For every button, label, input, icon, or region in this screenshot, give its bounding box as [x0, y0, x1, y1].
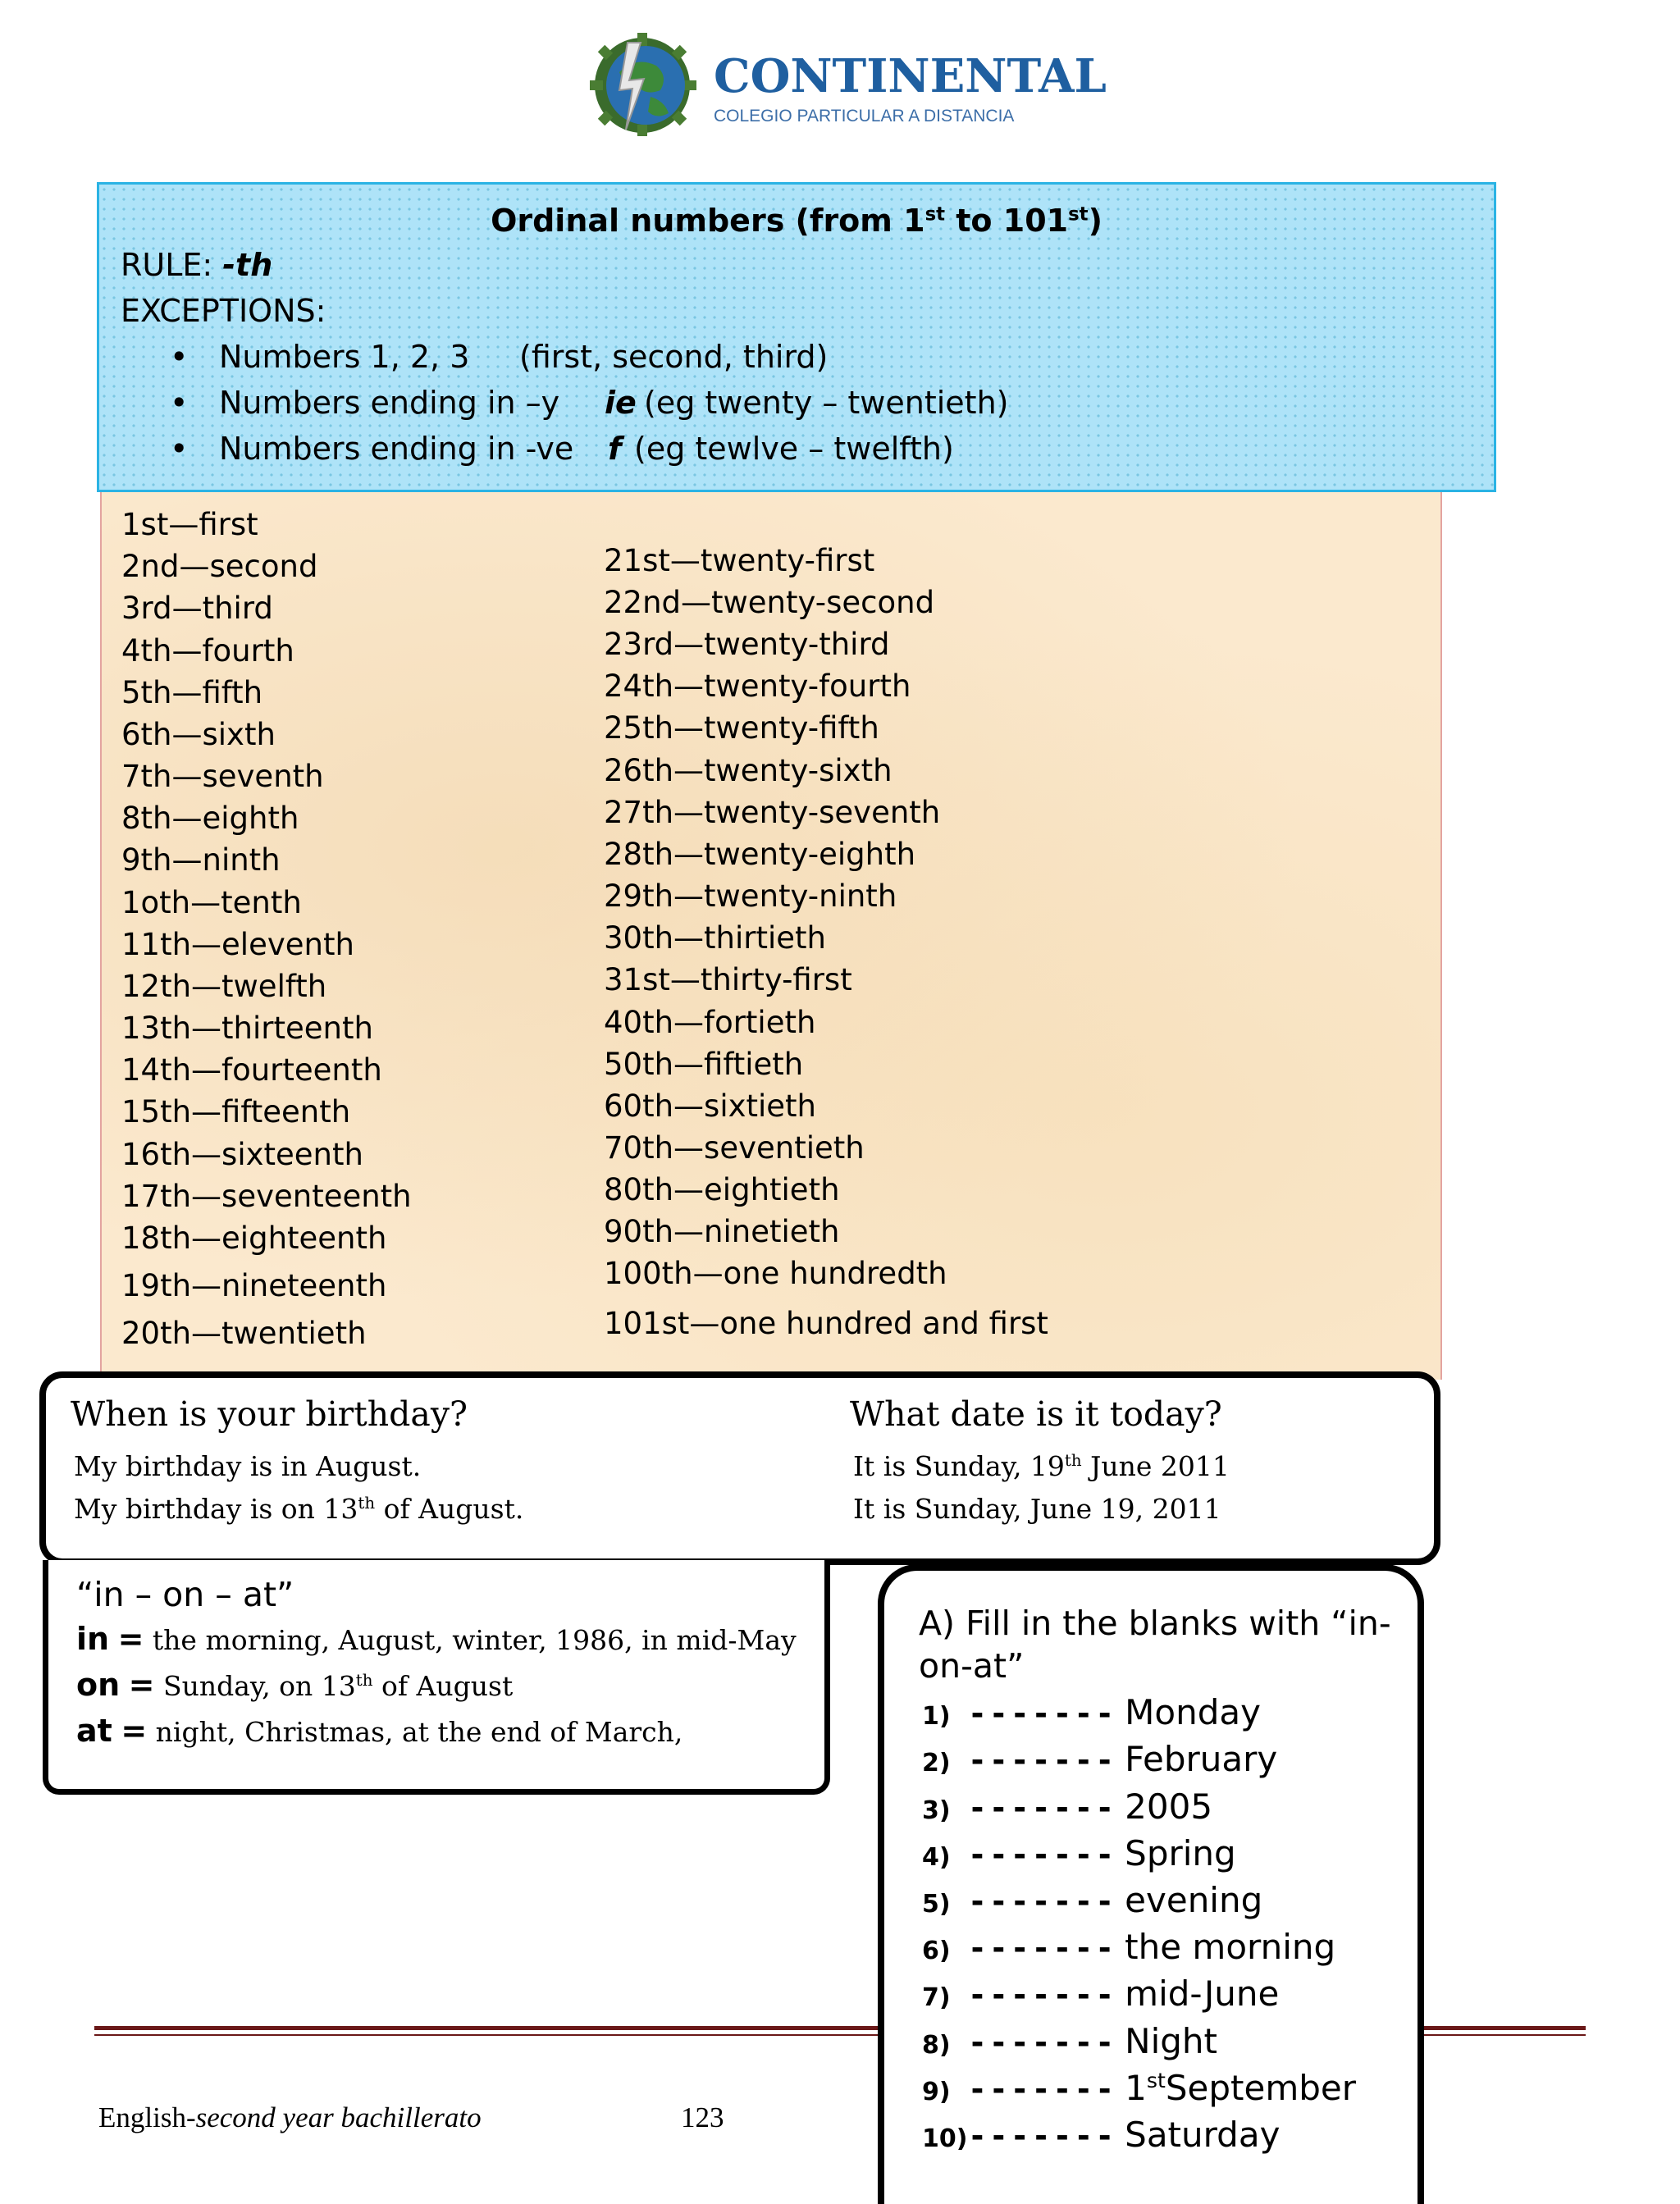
ordinal-left-item: 20th—twentieth — [121, 1316, 367, 1351]
exception-1-left: Numbers 1, 2, 3 — [219, 339, 470, 375]
ordinal-right-item: 25th—twenty-fifth — [604, 710, 879, 746]
exercise-item: 4) ------- Spring — [922, 1833, 1236, 1873]
ordinal-right-item: 31st—thirty-first — [604, 962, 852, 997]
birthday-line-2: My birthday is on 13th of August. — [74, 1493, 524, 1525]
exercise-heading: A) Fill in the blanks with “in-on-at” — [919, 1604, 1391, 1686]
logo-subtitle: COLEGIO PARTICULAR A DISTANCIA — [714, 107, 1015, 125]
exercise-item: 1) ------- Monday — [922, 1692, 1261, 1732]
ordinal-right-item: 70th—seventieth — [604, 1130, 865, 1166]
exercise-item: 10)------- Saturday — [922, 2115, 1281, 2155]
exercise-item: 8) ------- Night — [922, 2021, 1217, 2061]
exception-2-right: (eg twenty – twentieth) — [644, 385, 1009, 421]
ordinal-left-item: 18th—eighteenth — [121, 1221, 387, 1256]
birthday-heading: When is your birthday? — [71, 1394, 468, 1434]
exercise-item: 2) ------- February — [922, 1739, 1278, 1779]
footer-course-title: English-second year bachillerato — [98, 2101, 482, 2133]
ordinal-left-item: 17th—seventeenth — [121, 1179, 412, 1214]
bullet-icon: • — [170, 385, 189, 421]
ordinal-left-item: 7th—seventh — [121, 759, 324, 794]
blank-field[interactable]: ------- — [968, 1695, 1117, 1732]
prepositions-heading: “in – on – at” — [76, 1575, 294, 1614]
exercise-item: 6) ------- the morning — [922, 1927, 1336, 1967]
exercise-item: 5) ------- evening — [922, 1880, 1263, 1920]
ordinal-right-item: 24th—twenty-fourth — [604, 669, 911, 704]
prepositions-box — [43, 1560, 830, 1795]
ordinal-right-item: 80th—eightieth — [604, 1172, 840, 1207]
ordinal-left-item: 13th—thirteenth — [121, 1011, 373, 1046]
page-number: 123 — [681, 2101, 724, 2133]
ordinal-right-item: 50th—fiftieth — [604, 1047, 804, 1082]
exceptions-label: EXCEPTIONS: — [121, 293, 326, 329]
ordinal-right-item: 90th—ninetieth — [604, 1214, 840, 1249]
globe-gear-icon — [578, 31, 710, 138]
preposition-on-line: on = Sunday, on 13th of August — [76, 1667, 514, 1703]
ordinal-left-item: 11th—eleventh — [121, 927, 354, 962]
exercise-item: 7) ------- mid-June — [922, 1974, 1280, 2014]
ordinal-right-item: 23rd—twenty-third — [604, 627, 890, 662]
ordinal-left-item: 12th—twelfth — [121, 969, 327, 1004]
blank-field[interactable]: ------- — [968, 1742, 1117, 1778]
ordinal-right-item: 21st—twenty-first — [604, 543, 875, 578]
blank-field[interactable]: ------- — [968, 1930, 1117, 1966]
ordinal-right-item: 40th—fortieth — [604, 1005, 816, 1040]
birthday-box — [39, 1371, 1440, 1565]
exception-3-left: Numbers ending in -ve — [219, 431, 574, 467]
ordinal-right-item: 30th—thirtieth — [604, 920, 826, 956]
blank-field[interactable]: ------- — [968, 2024, 1117, 2060]
ordinal-left-item: 9th—ninth — [121, 842, 281, 878]
ordinal-right-item: 22nd—twenty-second — [604, 585, 935, 620]
ordinal-left-item: 2nd—second — [121, 549, 318, 584]
exception-3-right: (eg tewlve – twelfth) — [634, 431, 954, 467]
exception-2-key: ie — [605, 385, 637, 421]
ordinal-left-item: 15th—fifteenth — [121, 1094, 351, 1129]
blank-field[interactable]: ------- — [968, 1883, 1117, 1919]
rules-title: Ordinal numbers (from 1st to 101st) — [491, 203, 1102, 239]
exception-1-right: (first, second, third) — [519, 339, 829, 375]
rule-line: RULE: -th — [121, 247, 273, 283]
ordinal-rules-box — [97, 182, 1496, 492]
ordinal-left-item: 6th—sixth — [121, 717, 276, 752]
date-line-2: It is Sunday, June 19, 2011 — [853, 1493, 1221, 1525]
exception-3-key: f — [608, 431, 622, 467]
blank-field[interactable]: ------- — [968, 1837, 1117, 1873]
date-heading: What date is it today? — [850, 1394, 1222, 1434]
ordinal-left-item: 8th—eighth — [121, 801, 299, 836]
blank-field[interactable]: ------- — [968, 1790, 1117, 1826]
ordinal-right-item: 60th—sixtieth — [604, 1088, 816, 1124]
blank-field[interactable]: ------- — [968, 2071, 1117, 2107]
exercise-item: 3) ------- 2005 — [922, 1786, 1213, 1827]
bullet-icon: • — [170, 431, 189, 467]
ordinal-right-item: 100th—one hundredth — [604, 1256, 947, 1291]
ordinal-left-item: 3rd—third — [121, 591, 273, 626]
ordinal-left-item: 1st—first — [121, 507, 258, 542]
ordinal-left-item: 5th—fifth — [121, 675, 263, 710]
logo — [578, 31, 1107, 138]
ordinal-left-item: 14th—fourteenth — [121, 1052, 382, 1088]
preposition-in-line: in = the morning, August, winter, 1986, in mid-May — [76, 1621, 797, 1657]
blank-field[interactable]: ------- — [968, 1977, 1117, 2013]
ordinal-left-item: 19th—nineteenth — [121, 1268, 387, 1303]
logo-brand: CONTINENTAL — [714, 49, 1107, 103]
ordinal-right-item: 28th—twenty-eighth — [604, 837, 916, 872]
preposition-at-line: at = night, Christmas, at the end of March, — [76, 1713, 683, 1749]
birthday-line-1: My birthday is in August. — [74, 1450, 422, 1482]
date-line-1: It is Sunday, 19th June 2011 — [853, 1450, 1230, 1482]
ordinal-left-item: 4th—fourth — [121, 633, 294, 669]
blank-field[interactable]: ------- — [968, 2118, 1117, 2154]
bullet-icon: • — [170, 339, 189, 375]
ordinal-right-item: 101st—one hundred and first — [604, 1306, 1048, 1341]
ordinal-right-item: 26th—twenty-sixth — [604, 753, 892, 788]
ordinal-left-item: 1oth—tenth — [121, 885, 302, 920]
ordinal-right-item: 27th—twenty-seventh — [604, 795, 941, 830]
exercise-item: 9) ------- 1stSeptember — [922, 2068, 1357, 2108]
ordinal-left-item: 16th—sixteenth — [121, 1137, 363, 1172]
ordinal-right-item: 29th—twenty-ninth — [604, 878, 897, 914]
ordinal-list-panel — [100, 492, 1442, 1380]
exercise-box — [878, 1564, 1424, 2204]
exception-2-left: Numbers ending in –y — [219, 385, 560, 421]
